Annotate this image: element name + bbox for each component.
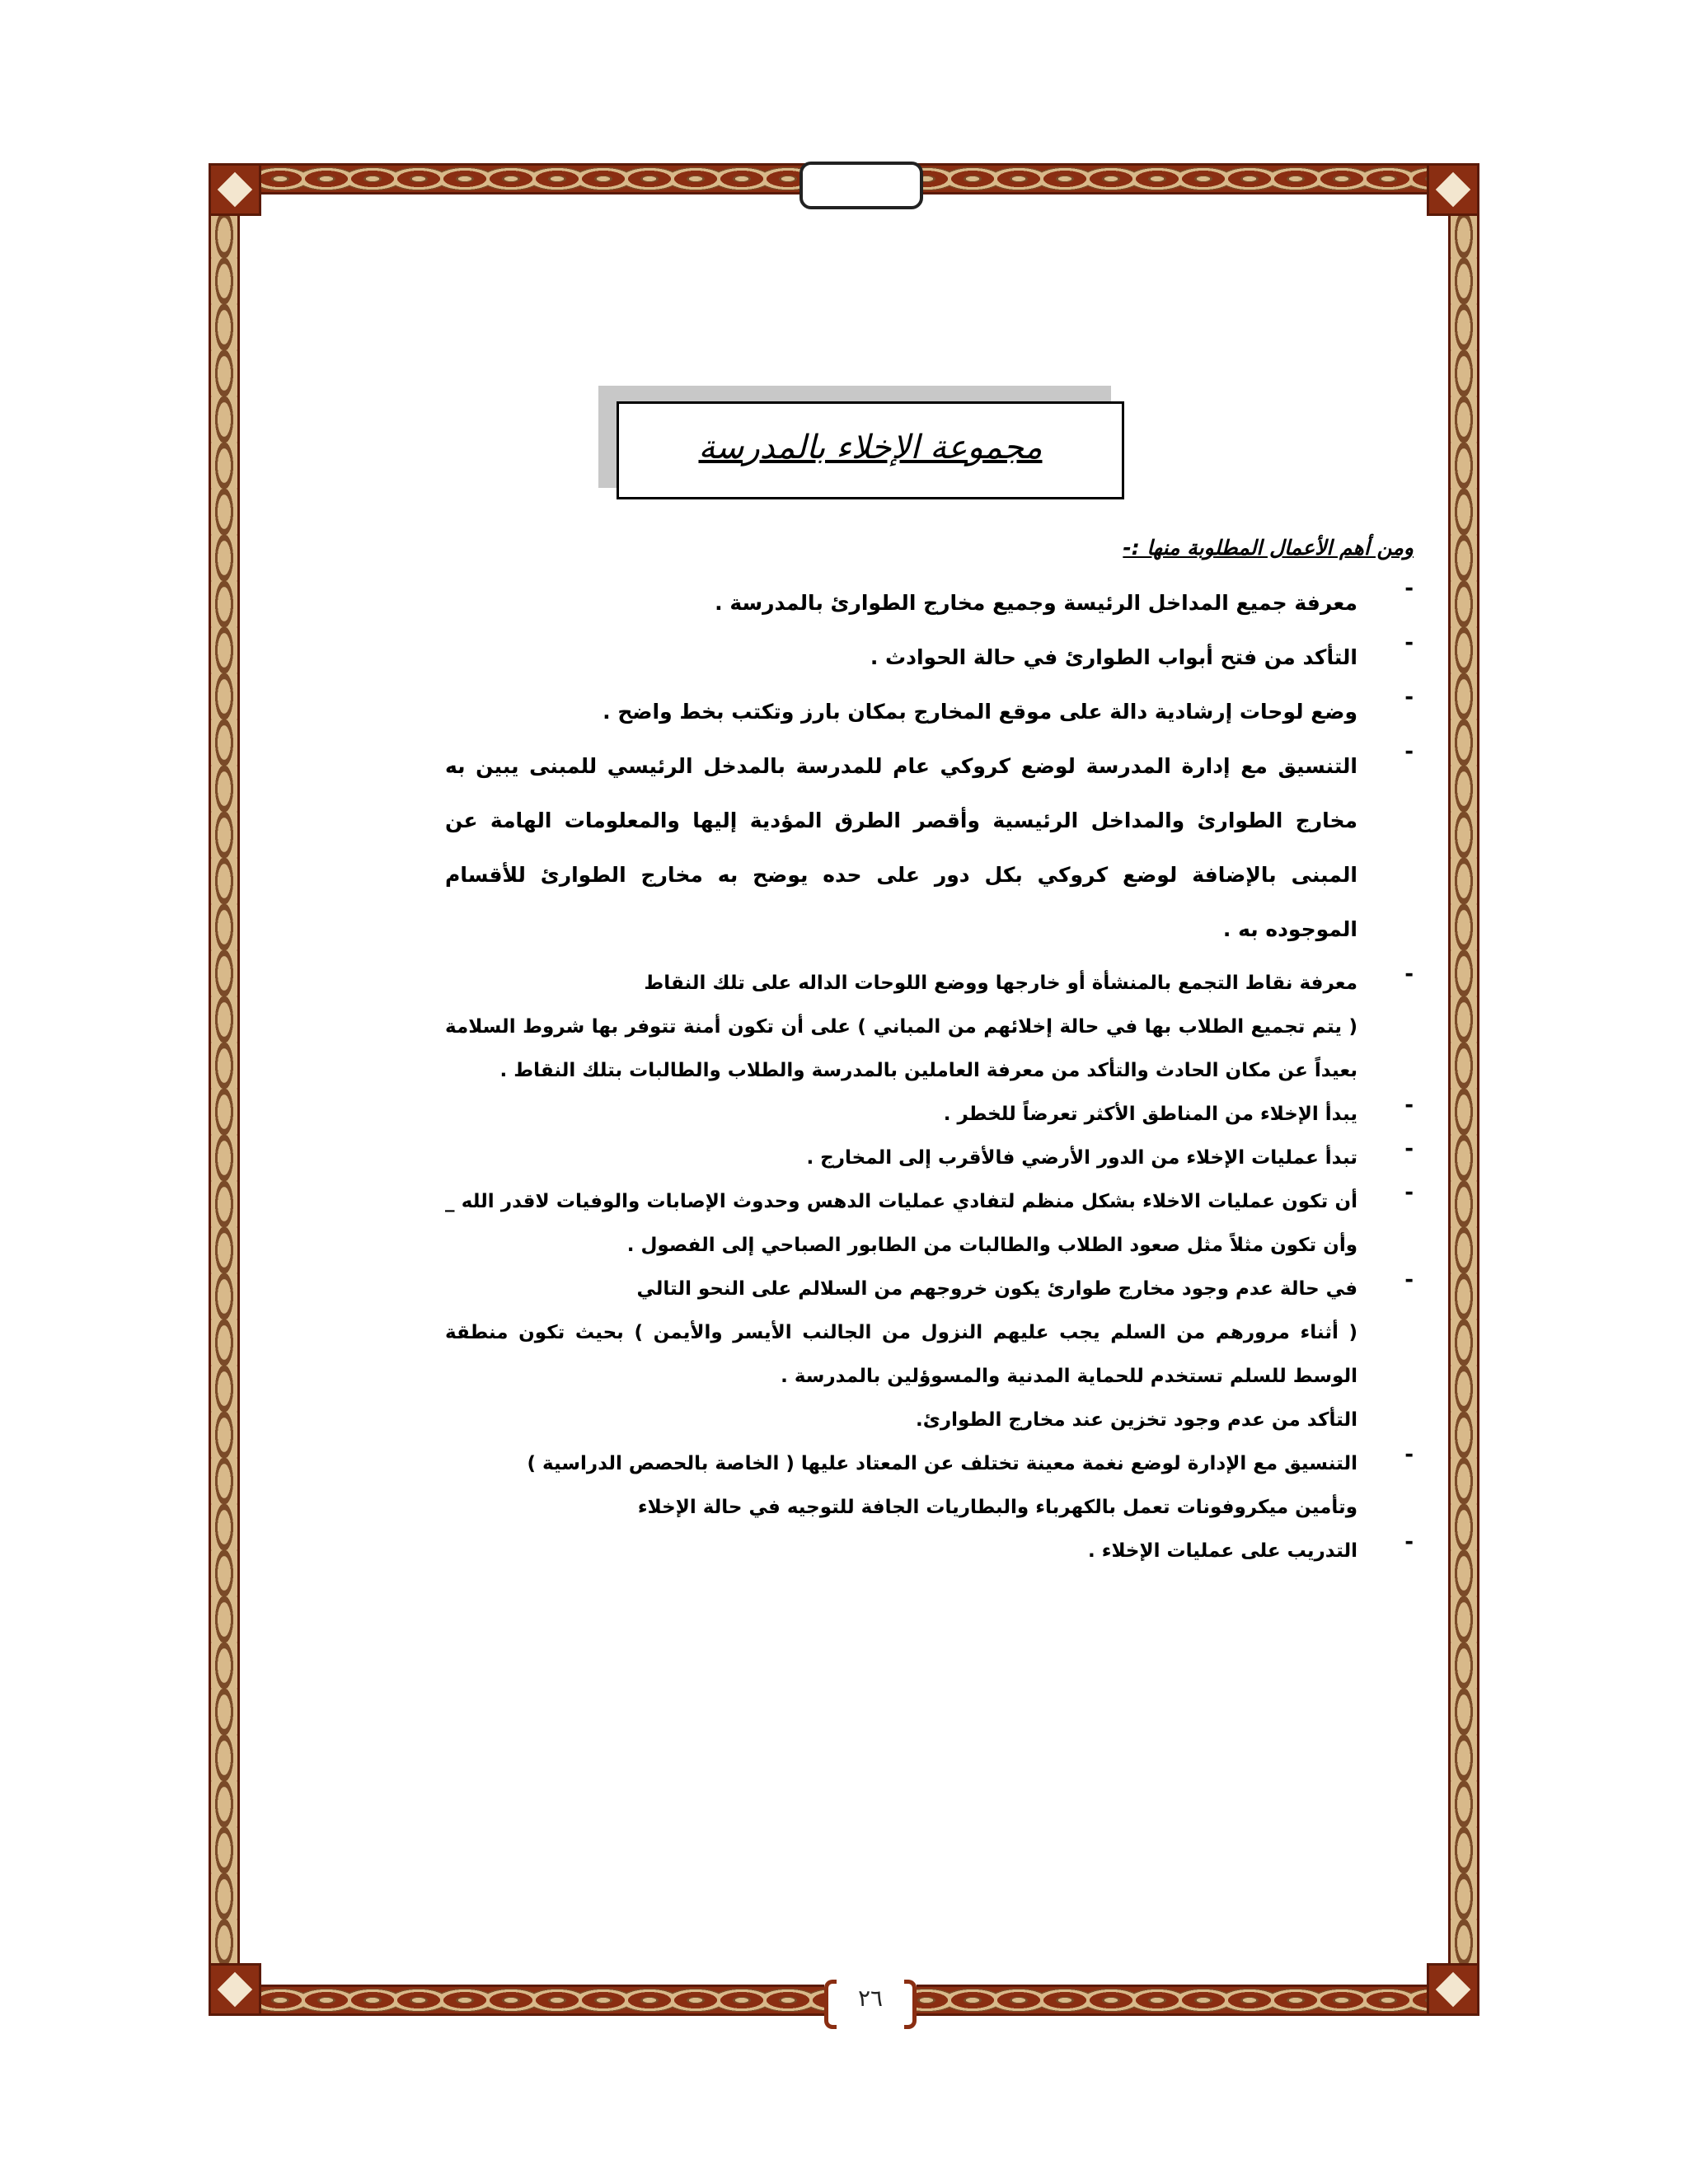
list-item-text: ( أثناء مرورهم من السلم يجب عليهم النزول من الجالنب الأيسر والأيمن ) بحيث تكون منطقة الوسط للسلم تستخدم للحماية المدنية والمسوؤلين بالمدرسة . <box>445 1322 1357 1387</box>
bullet-dash: - <box>1404 685 1414 710</box>
bullet-dash: - <box>1404 1268 1414 1292</box>
bullet-dash: - <box>1404 1137 1414 1161</box>
corner-ornament-icon <box>209 1963 261 2016</box>
list-item <box>445 739 1414 957</box>
list-item <box>445 962 1414 1093</box>
list-item-text: وتأمين ميكروفونات تعمل بالكهرباء والبطاريات الجافة للتوجيه في حالة الإخلاء <box>637 1497 1357 1518</box>
list-item-text: تبدأ عمليات الإخلاء من الدور الأرضي فالأقرب إلى المخارج . <box>806 1147 1357 1169</box>
list-item-text: في حالة عدم وجود مخارج طوارئ يكون خروجهم من السلالم على النحو التالي <box>636 1278 1357 1300</box>
bullet-dash: - <box>1404 1442 1414 1467</box>
corner-ornament-icon <box>1427 163 1479 216</box>
frame-left-border <box>209 163 240 2016</box>
list-item <box>445 1530 1414 1573</box>
list-item-text: التأكد من عدم وجود تخزين عند مخارج الطوارئ. <box>916 1409 1357 1431</box>
list-item-text: التدريب على عمليات الإخلاء . <box>1087 1540 1357 1562</box>
list-item-text: وضع لوحات إرشادية دالة على موقع المخارج بمكان بارز وتكتب بخط واضح . <box>603 700 1357 724</box>
list-item <box>445 1093 1414 1137</box>
list-item <box>445 1442 1414 1530</box>
title-box <box>617 401 1124 499</box>
list-item-text: التأكد من فتح أبواب الطوارئ في حالة الحوادث . <box>870 645 1357 669</box>
bullet-dash: - <box>1404 630 1414 655</box>
corner-ornament-icon <box>209 163 261 216</box>
corner-ornament-icon <box>1427 1963 1479 2016</box>
document-body <box>445 536 1414 1573</box>
bullet-dash: - <box>1404 1180 1414 1205</box>
section-intro: ومن أهم الأعمال المطلوبة منها :- <box>1123 536 1414 560</box>
list-item-text: يبدأ الإخلاء من المناطق الأكثر تعرضاً للخطر . <box>943 1104 1357 1125</box>
list-item <box>445 576 1414 630</box>
bullet-dash: - <box>1404 1530 1414 1554</box>
list-item <box>445 1137 1414 1180</box>
list-item-text: ( يتم تجميع الطلاب بها في حالة إخلائهم من المباني ) على أن تكون أمنة تتوفر بها شروط السلامة بعيداً عن مكان الحادث والتأكد من معرفة العاملين بالمدرسة والطلاب والطالبات بتلك النقاط . <box>445 1016 1357 1081</box>
list-item-text: التنسيق مع إدارة المدرسة لوضع كروكي عام للمدرسة بالمدخل الرئيسي للمبنى يبين به مخارج الطوارئ والمداخل الرئيسية وأقصر الطرق المؤدية إليها والمعلومات الهامة عن المبنى بالإضافة لوضع كروكي بكل دور على حده يوضح به مخارج الطوارئ للأقسام الموجوده به . <box>445 754 1357 941</box>
frame-right-border <box>1448 163 1479 2016</box>
page-number: ٢٦ <box>857 1985 884 2012</box>
bullet-dash: - <box>1404 1093 1414 1118</box>
list-item <box>445 1180 1414 1268</box>
bullet-dash: - <box>1404 962 1414 987</box>
list-item <box>445 1399 1414 1442</box>
list-item-text: أن تكون عمليات الاخلاء بشكل منظم لتفادي عمليات الدهس وحدوث الإصابات والوفيات لاقدر الله _ وأن تكون مثلاً مثل صعود الطلاب والطالبات من الطابور الصباحي إلى الفصول . <box>445 1191 1357 1256</box>
list-item <box>445 685 1414 739</box>
list-item <box>445 1268 1414 1399</box>
bullet-dash: - <box>1404 576 1414 601</box>
list-item-text: معرفة نقاط التجمع بالمنشأة أو خارجها ووضع اللوحات الداله على تلك النقاط <box>644 972 1357 994</box>
page-number-box <box>824 1976 917 2026</box>
header-cartouche <box>799 162 923 209</box>
page-title: مجموعة الإخلاء بالمدرسة <box>698 429 1043 466</box>
list-item-text: معرفة جميع المداخل الرئيسة وجميع مخارج الطوارئ بالمدرسة . <box>715 591 1357 615</box>
list-item <box>445 630 1414 685</box>
task-list <box>445 576 1414 1573</box>
list-item-text: التنسيق مع الإدارة لوضع نغمة معينة تختلف عن المعتاد عليها ( الخاصة بالحصص الدراسية ) <box>527 1453 1357 1474</box>
bullet-dash: - <box>1404 739 1414 764</box>
